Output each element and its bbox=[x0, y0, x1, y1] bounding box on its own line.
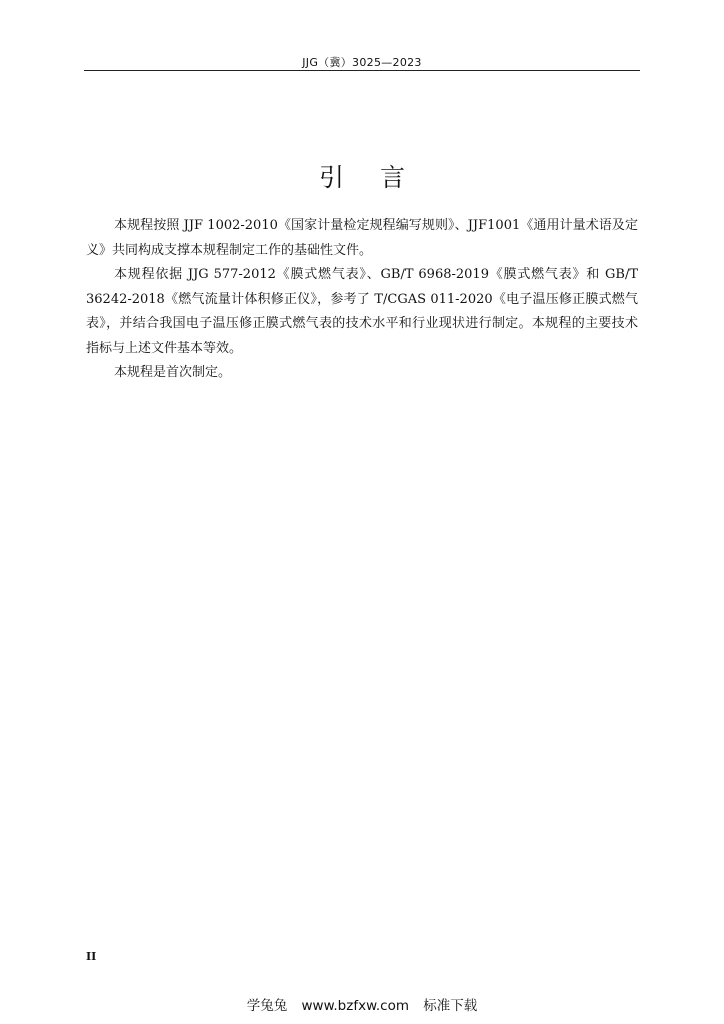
site-url[interactable]: www.bzfxw.com bbox=[301, 998, 409, 1014]
document-body bbox=[86, 214, 638, 386]
page-title: 引言 bbox=[318, 163, 441, 192]
header-rule bbox=[84, 70, 640, 71]
paragraph: 本规程按照 JJF 1002-2010《国家计量检定规程编写规则》、JJF1001《通用计量术语及定义》共同构成支撑本规程制定工作的基础性文件。 bbox=[86, 218, 638, 258]
running-header: JJG（冀）3025—2023 bbox=[302, 56, 422, 69]
site-name: 学兔兔 bbox=[246, 998, 288, 1014]
watermark-footer bbox=[0, 994, 724, 1014]
site-tagline: 标准下载 bbox=[423, 998, 478, 1014]
page-number: II bbox=[86, 950, 97, 963]
paragraph: 本规程是首次制定。 bbox=[114, 365, 232, 380]
paragraph: 本规程依据 JJG 577-2012《膜式燃气表》、GB/T 6968-2019《膜式燃气表》和 GB/T 36242-2018《燃气流量计体积修正仪》，参考了 T/CGAS 011-2020《电子温压修正膜式燃气表》，并结合我国电子温压修正膜式燃气表的技术水平和行业现状进行制定。本规程的主要技术指标与上述文件基本等效。 bbox=[86, 267, 638, 356]
